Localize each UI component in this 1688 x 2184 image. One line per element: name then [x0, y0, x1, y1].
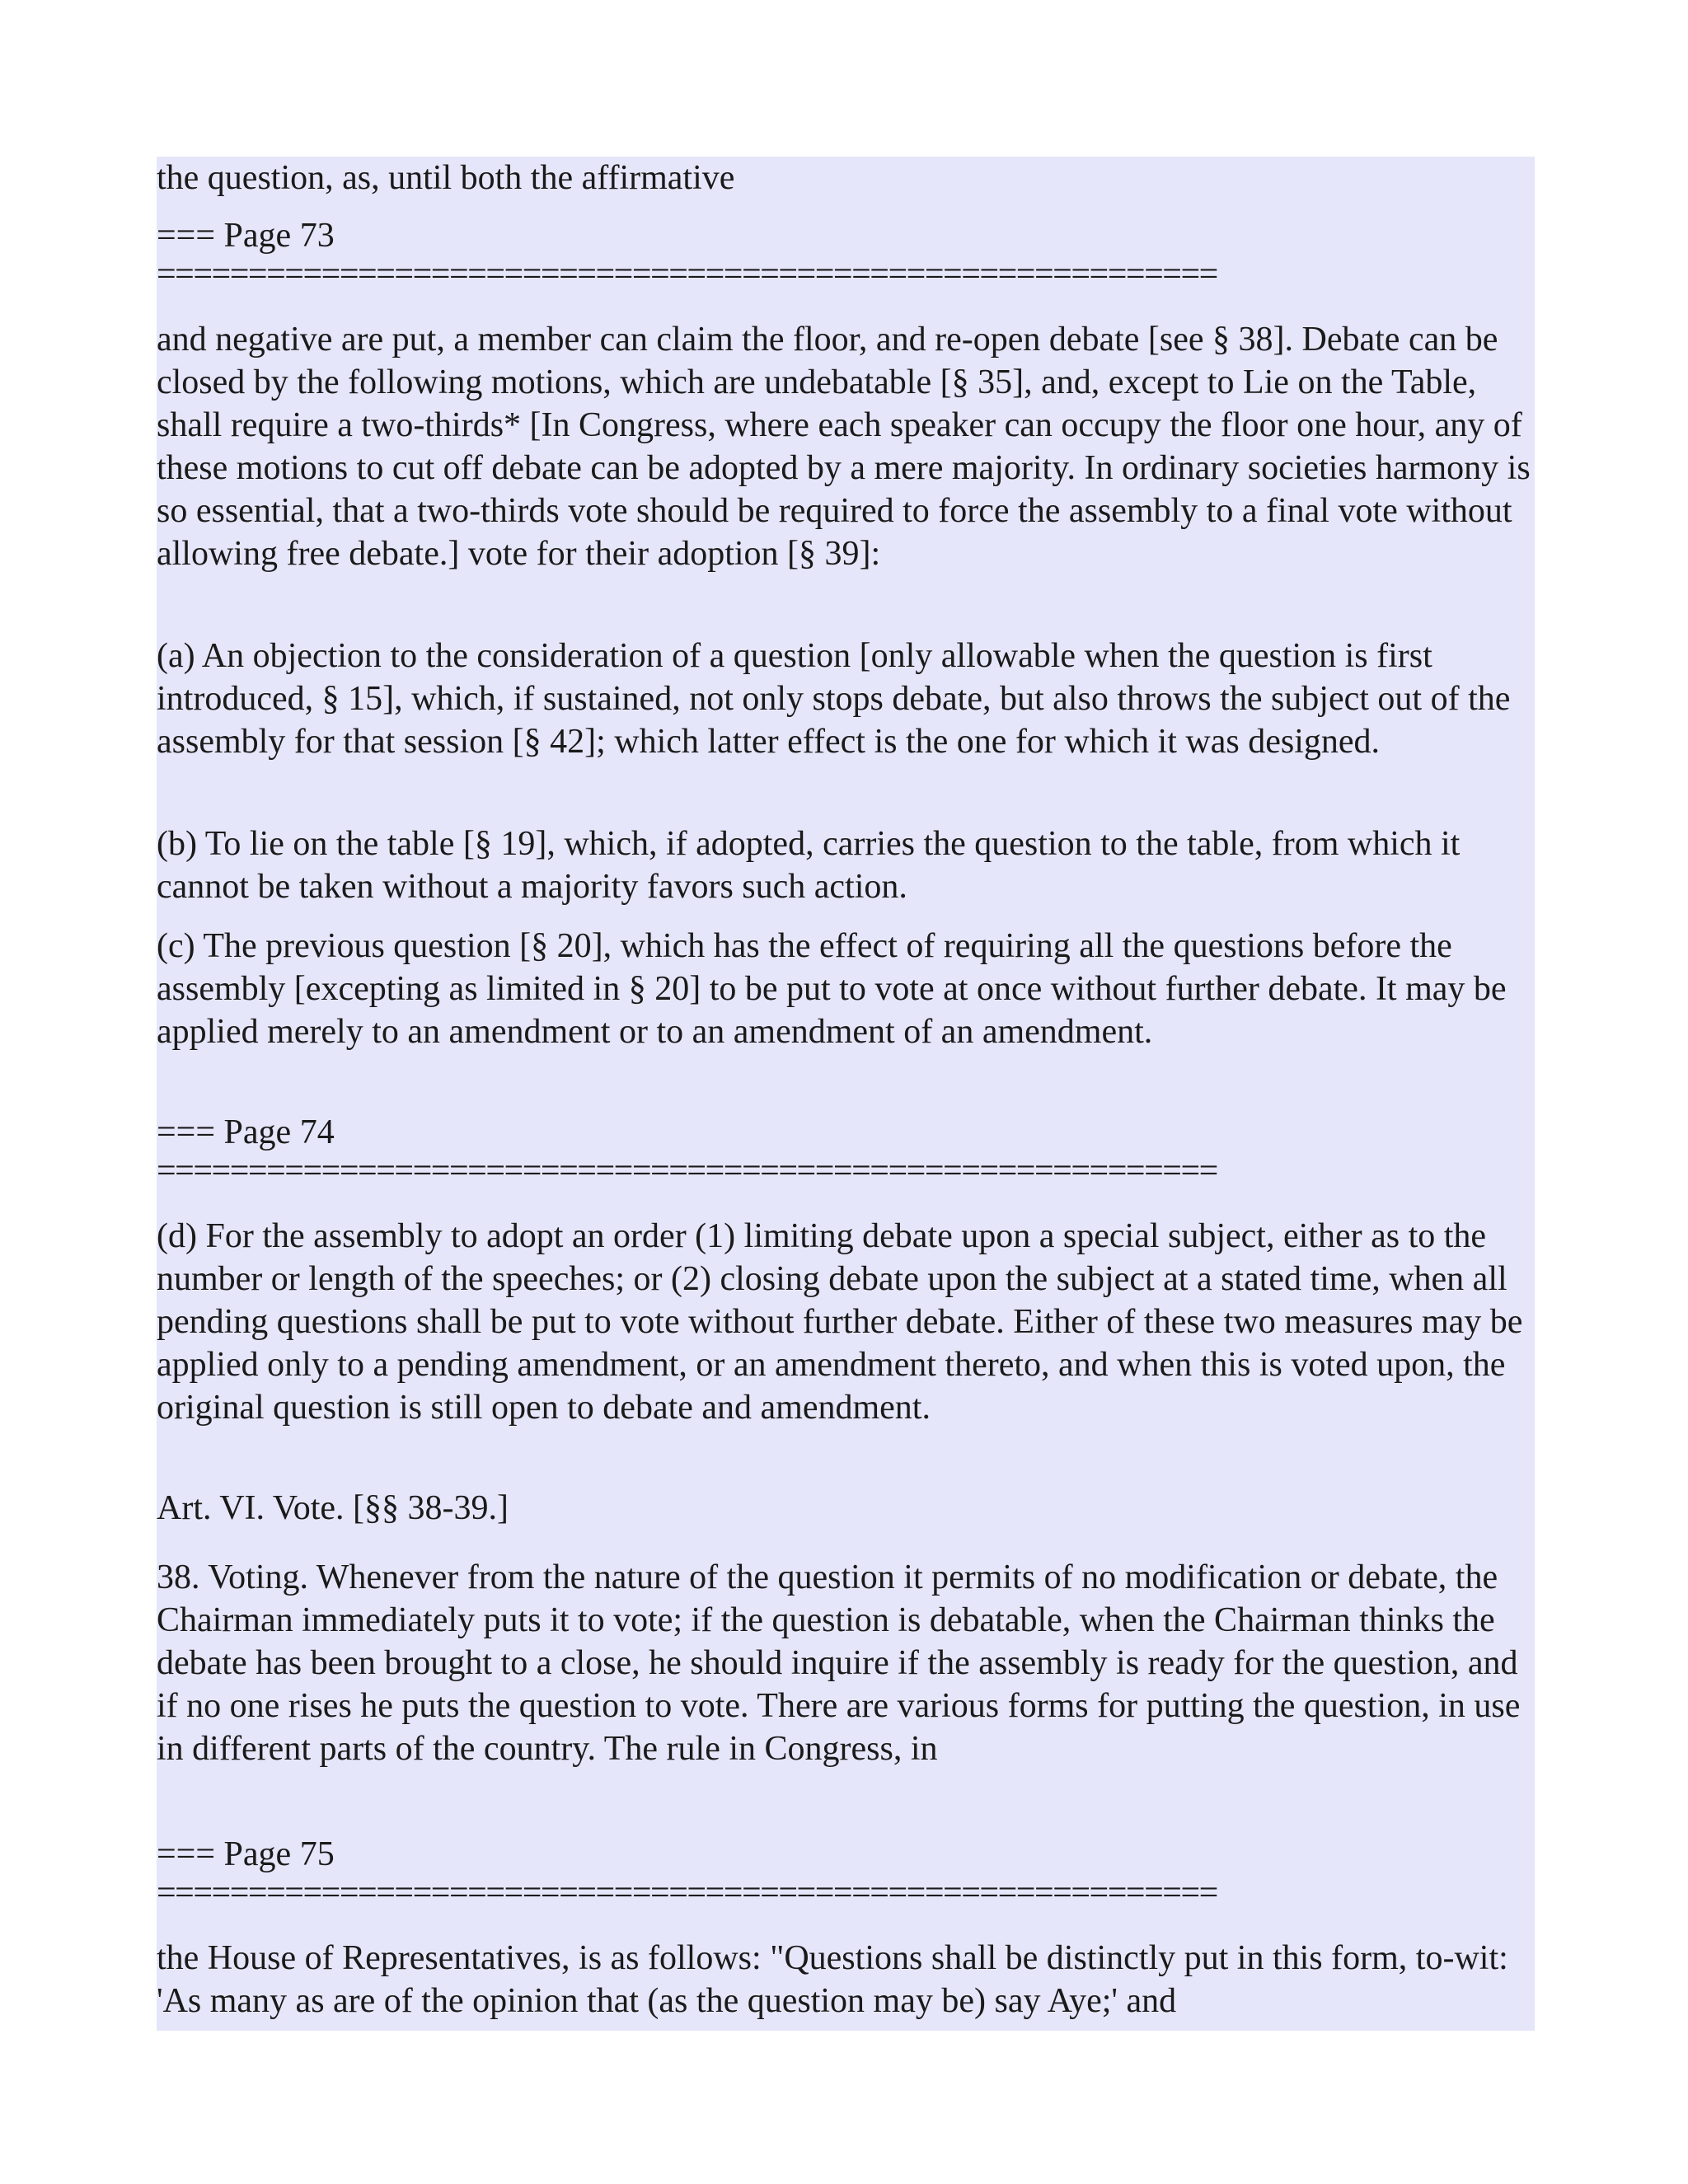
list-item-a: (a) An objection to the consideration of a question [only allowable when the question is first introduced, § 15], which, if sustained, not only stops debate, but also throws the subject out of the assembly for that session [§ 42]; which latter effect is the one for which it was designed.	[157, 637, 1511, 761]
page-separator: ==========================================================	[157, 1881, 1217, 1905]
page-marker-74: === Page 74	[157, 1113, 335, 1151]
page-separator: ==========================================================	[157, 262, 1217, 287]
list-item-b: (b) To lie on the table [§ 19], which, if adopted, carries the question to the table, from which it cannot be taken without a majority favors such action.	[157, 825, 1461, 906]
page-marker-73: === Page 73	[157, 217, 335, 255]
page-marker-75: === Page 75	[157, 1835, 335, 1873]
fragment-top: the question, as, until both the affirmative	[157, 159, 735, 197]
paragraph-house-rule: the House of Representatives, is as follows: "Questions shall be distinctly put in this form, to-wit: 'As many as are of the opinion that (as the question may be) say Aye;' and	[157, 1939, 1508, 2020]
list-item-d: (d) For the assembly to adopt an order (1) limiting debate upon a special subject, either as to the number or length of the speeches; or (2) closing debate upon the subject at a stated time, when all pending questions shall be put to vote without further debate. Either of these two measures may be applied only to a pending amendment, or an amendment thereto, and when this is voted upon, the original question is still open to debate and amendment.	[157, 1217, 1523, 1427]
document-page	[157, 157, 1535, 2031]
page-separator: ==========================================================	[157, 1159, 1217, 1183]
paragraph-debate-closing: and negative are put, a member can claim the floor, and re-open debate [see § 38]. Debate can be closed by the following motions, which are undebatable [§ 35], and, except to Lie on the Table, shall require a two-thirds* [In Congress, where each speaker can occupy the floor one hour, any of these motions to cut off debate can be adopted by a mere majority. In ordinary societies harmony is so essential, that a two-thirds vote should be required to force the assembly to a final vote without allowing free debate.] vote for their adoption [§ 39]:	[157, 321, 1531, 573]
article-heading: Art. VI. Vote. [§§ 38-39.]	[157, 1489, 509, 1527]
section-38-voting: 38. Voting. Whenever from the nature of the question it permits of no modification or debate, the Chairman immediately puts it to vote; if the question is debatable, when the Chairman thinks the debate has been brought to a close, he should inquire if the assembly is ready for the question, and if no one rises he puts the question to vote. There are various forms for putting the question, in use in different parts of the country. The rule in Congress, in	[157, 1558, 1521, 1768]
list-item-c: (c) The previous question [§ 20], which has the effect of requiring all the questions before the assembly [excepting as limited in § 20] to be put to vote at once without further debate. It may be applied merely to an amendment or to an amendment of an amendment.	[157, 927, 1507, 1051]
